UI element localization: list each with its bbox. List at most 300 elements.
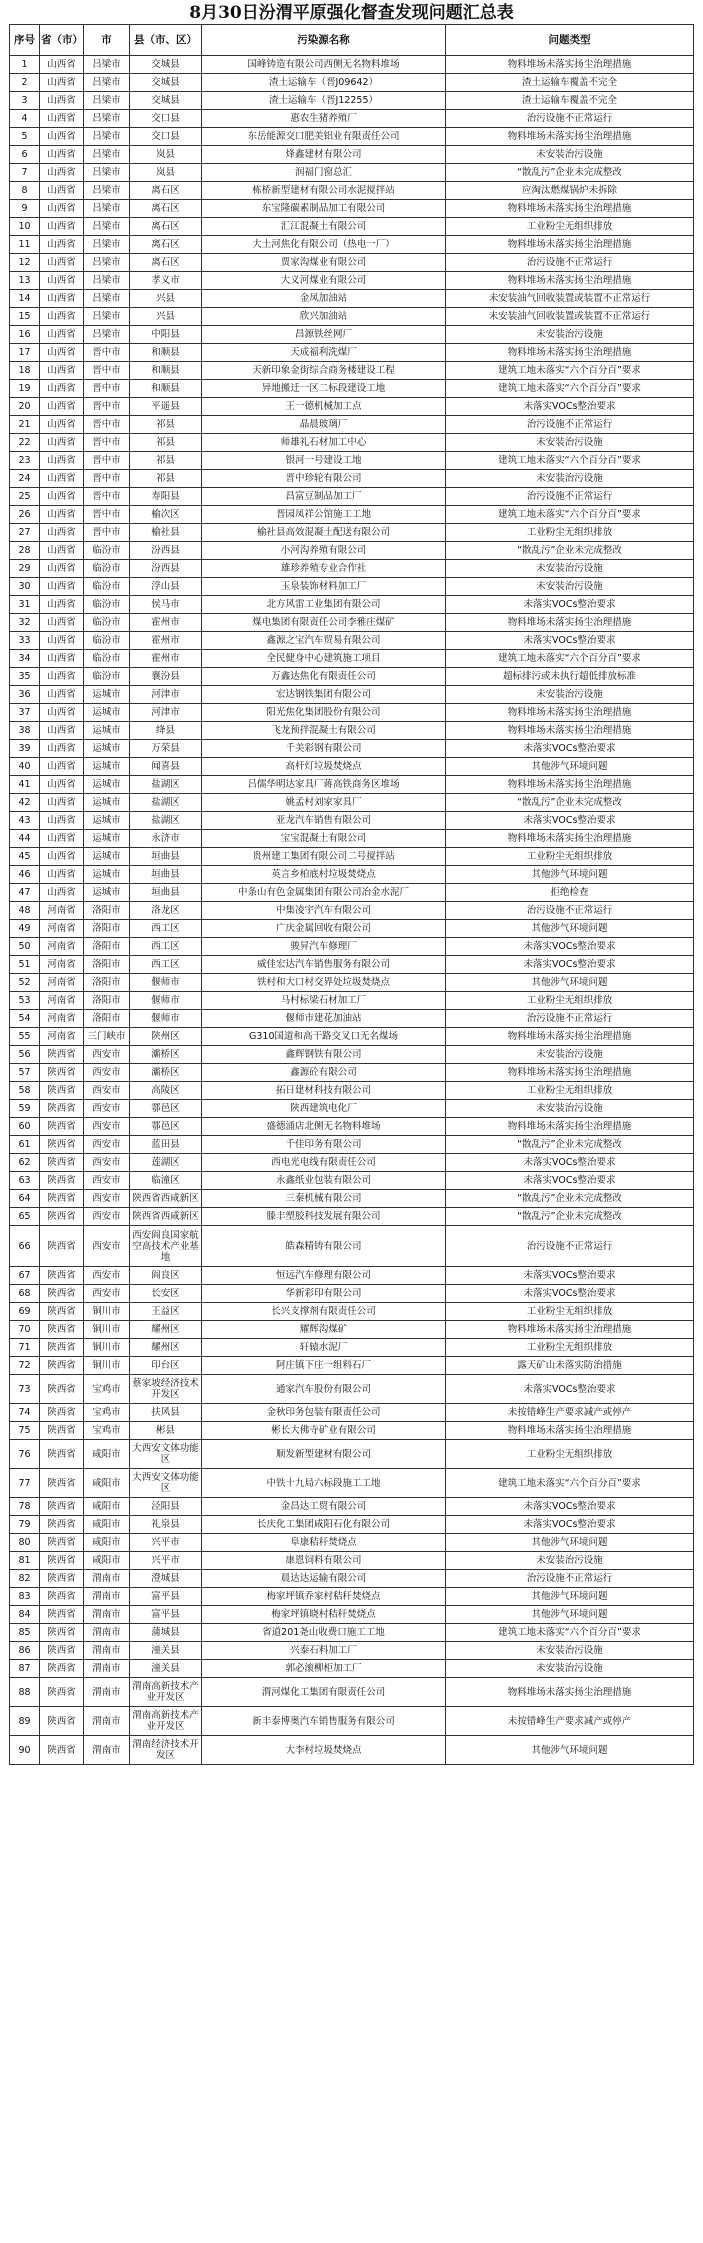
cell-problem-type: 建筑工地未落实“六个百分百”要求	[446, 1469, 694, 1498]
cell-index: 27	[10, 524, 40, 542]
cell-county: 鄠邑区	[130, 1100, 202, 1118]
cell-pollution-source: 渭河煤化工集团有限责任公司	[202, 1678, 446, 1707]
cell-index: 83	[10, 1588, 40, 1606]
cell-province: 河南省	[40, 1010, 84, 1028]
cell-problem-type: “散乱污”企业未完成整改	[446, 1208, 694, 1226]
cell-pollution-source: 英言乡柏底村垃圾焚烧点	[202, 866, 446, 884]
cell-pollution-source: 煤电集团有限责任公司李雅庄煤矿	[202, 614, 446, 632]
cell-province: 陕西省	[40, 1303, 84, 1321]
cell-pollution-source: 天新印象金街综合商务楼建设工程	[202, 362, 446, 380]
cell-city: 晋中市	[84, 416, 130, 434]
cell-county: 霍州市	[130, 632, 202, 650]
cell-city: 吕梁市	[84, 308, 130, 326]
table-header-row	[10, 25, 694, 56]
cell-index: 53	[10, 992, 40, 1010]
cell-pollution-source: 金凤加油站	[202, 290, 446, 308]
cell-city: 渭南市	[84, 1642, 130, 1660]
cell-county: 离石区	[130, 236, 202, 254]
table-row	[10, 1375, 694, 1404]
cell-pollution-source: 北方风雷工业集团有限公司	[202, 596, 446, 614]
cell-province: 河南省	[40, 974, 84, 992]
table-row	[10, 1154, 694, 1172]
cell-province: 山西省	[40, 578, 84, 596]
cell-province: 河南省	[40, 956, 84, 974]
cell-pollution-source: 飞龙预拌混凝土有限公司	[202, 722, 446, 740]
cell-problem-type: 未安装油气回收装置或装置不正常运行	[446, 290, 694, 308]
cell-city: 咸阳市	[84, 1440, 130, 1469]
cell-county: 陕西省西咸新区	[130, 1208, 202, 1226]
cell-province: 陕西省	[40, 1642, 84, 1660]
cell-county: 霍州市	[130, 650, 202, 668]
cell-city: 铜川市	[84, 1339, 130, 1357]
table-row	[10, 1190, 694, 1208]
cell-province: 陕西省	[40, 1660, 84, 1678]
cell-pollution-source: 通家汽车股份有限公司	[202, 1375, 446, 1404]
cell-county: 兴平市	[130, 1534, 202, 1552]
cell-province: 陕西省	[40, 1172, 84, 1190]
cell-county: 永济市	[130, 830, 202, 848]
cell-problem-type: 未落实VOCs整治要求	[446, 1172, 694, 1190]
cell-index: 65	[10, 1208, 40, 1226]
cell-city: 吕梁市	[84, 326, 130, 344]
cell-index: 52	[10, 974, 40, 992]
cell-index: 2	[10, 74, 40, 92]
cell-problem-type: 治污设施不正常运行	[446, 110, 694, 128]
cell-city: 宝鸡市	[84, 1375, 130, 1404]
cell-city: 西安市	[84, 1118, 130, 1136]
table-row	[10, 344, 694, 362]
cell-problem-type: 未安装治污设施	[446, 578, 694, 596]
cell-city: 西安市	[84, 1190, 130, 1208]
cell-index: 50	[10, 938, 40, 956]
cell-city: 渭南市	[84, 1736, 130, 1765]
table-body	[10, 56, 694, 1765]
header-county: 县（市、区）	[130, 25, 202, 56]
cell-province: 陕西省	[40, 1440, 84, 1469]
cell-city: 临汾市	[84, 542, 130, 560]
table-row	[10, 974, 694, 992]
table-row	[10, 128, 694, 146]
cell-pollution-source: 全民健身中心建筑施工项目	[202, 650, 446, 668]
cell-index: 9	[10, 200, 40, 218]
cell-problem-type: 其他涉气环境问题	[446, 920, 694, 938]
table-row	[10, 524, 694, 542]
cell-problem-type: 未落实VOCs整治要求	[446, 938, 694, 956]
cell-province: 山西省	[40, 668, 84, 686]
table-row	[10, 1118, 694, 1136]
table-row	[10, 506, 694, 524]
cell-city: 吕梁市	[84, 164, 130, 182]
cell-problem-type: 超标排污或未执行超低排放标准	[446, 668, 694, 686]
cell-county: 渭南经济技术开发区	[130, 1736, 202, 1765]
cell-pollution-source: 欣兴加油站	[202, 308, 446, 326]
table-row	[10, 758, 694, 776]
cell-province: 山西省	[40, 326, 84, 344]
cell-province: 山西省	[40, 632, 84, 650]
cell-city: 吕梁市	[84, 56, 130, 74]
cell-problem-type: 其他涉气环境问题	[446, 974, 694, 992]
table-row	[10, 902, 694, 920]
cell-index: 24	[10, 470, 40, 488]
cell-index: 68	[10, 1285, 40, 1303]
cell-index: 43	[10, 812, 40, 830]
cell-province: 陕西省	[40, 1375, 84, 1404]
problem-summary-table	[9, 24, 694, 1765]
cell-problem-type: 物料堆场未落实扬尘治理措施	[446, 1321, 694, 1339]
cell-province: 山西省	[40, 200, 84, 218]
cell-city: 吕梁市	[84, 74, 130, 92]
cell-index: 76	[10, 1440, 40, 1469]
cell-city: 咸阳市	[84, 1516, 130, 1534]
cell-problem-type: 工业粉尘无组织排放	[446, 992, 694, 1010]
cell-pollution-source: 鑫源之宝汽车贸易有限公司	[202, 632, 446, 650]
cell-city: 运城市	[84, 740, 130, 758]
cell-county: 交口县	[130, 128, 202, 146]
cell-province: 山西省	[40, 488, 84, 506]
cell-pollution-source: 中条山有色金属集团有限公司冶金水泥厂	[202, 884, 446, 902]
cell-pollution-source: 千佳印务有限公司	[202, 1136, 446, 1154]
cell-problem-type: 未落实VOCs整治要求	[446, 1267, 694, 1285]
cell-province: 山西省	[40, 830, 84, 848]
cell-county: 和顺县	[130, 380, 202, 398]
table-row	[10, 1534, 694, 1552]
cell-problem-type: 其他涉气环境问题	[446, 758, 694, 776]
cell-index: 7	[10, 164, 40, 182]
table-row	[10, 560, 694, 578]
table-row	[10, 1707, 694, 1736]
cell-pollution-source: 大土河焦化有限公司（热电一厂）	[202, 236, 446, 254]
cell-index: 58	[10, 1082, 40, 1100]
cell-pollution-source: 长兴支撑剂有限责任公司	[202, 1303, 446, 1321]
cell-city: 吕梁市	[84, 92, 130, 110]
cell-problem-type: 治污设施不正常运行	[446, 902, 694, 920]
table-row	[10, 1208, 694, 1226]
cell-problem-type: 未落实VOCs整治要求	[446, 1375, 694, 1404]
cell-pollution-source: 千美彩钢有限公司	[202, 740, 446, 758]
table-row	[10, 1469, 694, 1498]
cell-pollution-source: 异地搬迁一区二标段建设工地	[202, 380, 446, 398]
cell-pollution-source: 康恩饲料有限公司	[202, 1552, 446, 1570]
cell-city: 晋中市	[84, 452, 130, 470]
cell-pollution-source: 永鑫纸业包装有限公司	[202, 1172, 446, 1190]
cell-pollution-source: 昌源铁丝网厂	[202, 326, 446, 344]
table-row	[10, 1624, 694, 1642]
table-row	[10, 1570, 694, 1588]
cell-province: 陕西省	[40, 1422, 84, 1440]
cell-county: 富平县	[130, 1606, 202, 1624]
cell-index: 1	[10, 56, 40, 74]
cell-index: 82	[10, 1570, 40, 1588]
cell-index: 54	[10, 1010, 40, 1028]
cell-city: 运城市	[84, 704, 130, 722]
cell-problem-type: 物料堆场未落实扬尘治理措施	[446, 56, 694, 74]
cell-index: 37	[10, 704, 40, 722]
cell-pollution-source: 东岳能源交口肥美铝业有限责任公司	[202, 128, 446, 146]
table-row	[10, 740, 694, 758]
cell-city: 铜川市	[84, 1357, 130, 1375]
cell-city: 运城市	[84, 848, 130, 866]
cell-county: 兴县	[130, 290, 202, 308]
cell-pollution-source: 顺发新型建材有限公司	[202, 1440, 446, 1469]
cell-index: 8	[10, 182, 40, 200]
cell-province: 陕西省	[40, 1064, 84, 1082]
cell-pollution-source: 梅家坪镇晓村秸秆焚烧点	[202, 1606, 446, 1624]
cell-index: 14	[10, 290, 40, 308]
cell-county: 大西安文体功能区	[130, 1440, 202, 1469]
cell-province: 陕西省	[40, 1118, 84, 1136]
header-city: 市	[84, 25, 130, 56]
cell-county: 西工区	[130, 956, 202, 974]
cell-pollution-source: 陕西建筑电化厂	[202, 1100, 446, 1118]
cell-city: 晋中市	[84, 380, 130, 398]
cell-county: 西工区	[130, 920, 202, 938]
cell-province: 山西省	[40, 362, 84, 380]
cell-county: 汾西县	[130, 542, 202, 560]
cell-problem-type: 其他涉气环境问题	[446, 1606, 694, 1624]
cell-index: 44	[10, 830, 40, 848]
cell-problem-type: 建筑工地未落实“六个百分百”要求	[446, 650, 694, 668]
cell-county: 陕州区	[130, 1028, 202, 1046]
cell-county: 离石区	[130, 218, 202, 236]
cell-county: 兴平市	[130, 1552, 202, 1570]
table-row	[10, 272, 694, 290]
cell-province: 山西省	[40, 272, 84, 290]
cell-province: 陕西省	[40, 1404, 84, 1422]
cell-problem-type: 物料堆场未落实扬尘治理措施	[446, 1118, 694, 1136]
cell-index: 61	[10, 1136, 40, 1154]
table-row	[10, 1422, 694, 1440]
cell-problem-type: 工业粉尘无组织排放	[446, 524, 694, 542]
cell-pollution-source: 栋桥新型建材有限公司水泥搅拌站	[202, 182, 446, 200]
cell-pollution-source: 皓森精铸有限公司	[202, 1226, 446, 1267]
table-row	[10, 830, 694, 848]
cell-county: 离石区	[130, 182, 202, 200]
cell-index: 33	[10, 632, 40, 650]
cell-county: 临潼区	[130, 1172, 202, 1190]
cell-problem-type: 物料堆场未落实扬尘治理措施	[446, 128, 694, 146]
table-row	[10, 362, 694, 380]
cell-problem-type: 物料堆场未落实扬尘治理措施	[446, 200, 694, 218]
cell-pollution-source: 耀辉沟煤矿	[202, 1321, 446, 1339]
cell-problem-type: 物料堆场未落实扬尘治理措施	[446, 1064, 694, 1082]
cell-pollution-source: 鑫辉钢铁有限公司	[202, 1046, 446, 1064]
cell-problem-type: 治污设施不正常运行	[446, 254, 694, 272]
table-row	[10, 398, 694, 416]
cell-county: 交口县	[130, 110, 202, 128]
table-row	[10, 182, 694, 200]
cell-problem-type: 物料堆场未落实扬尘治理措施	[446, 1678, 694, 1707]
cell-problem-type: 未落实VOCs整治要求	[446, 1154, 694, 1172]
cell-city: 渭南市	[84, 1678, 130, 1707]
cell-county: 长安区	[130, 1285, 202, 1303]
cell-city: 西安市	[84, 1285, 130, 1303]
cell-county: 扶风县	[130, 1404, 202, 1422]
cell-index: 36	[10, 686, 40, 704]
cell-city: 西安市	[84, 1046, 130, 1064]
cell-city: 晋中市	[84, 524, 130, 542]
cell-province: 河南省	[40, 902, 84, 920]
cell-city: 宝鸡市	[84, 1422, 130, 1440]
table-row	[10, 1660, 694, 1678]
cell-county: 阎良区	[130, 1267, 202, 1285]
table-row	[10, 866, 694, 884]
cell-problem-type: 治污设施不正常运行	[446, 1570, 694, 1588]
cell-problem-type: 未按错峰生产要求减产或停产	[446, 1707, 694, 1736]
cell-province: 陕西省	[40, 1707, 84, 1736]
cell-problem-type: 工业粉尘无组织排放	[446, 848, 694, 866]
cell-pollution-source: 马村标梁石材加工厂	[202, 992, 446, 1010]
table-row	[10, 1678, 694, 1707]
cell-pollution-source: 小河沟养殖有限公司	[202, 542, 446, 560]
cell-index: 60	[10, 1118, 40, 1136]
cell-problem-type: 未落实VOCs整治要求	[446, 632, 694, 650]
cell-county: 闻喜县	[130, 758, 202, 776]
cell-city: 晋中市	[84, 506, 130, 524]
cell-province: 山西省	[40, 218, 84, 236]
cell-county: 莲湖区	[130, 1154, 202, 1172]
cell-province: 山西省	[40, 452, 84, 470]
cell-city: 西安市	[84, 1226, 130, 1267]
cell-county: 孝义市	[130, 272, 202, 290]
cell-province: 陕西省	[40, 1082, 84, 1100]
cell-problem-type: 工业粉尘无组织排放	[446, 1440, 694, 1469]
cell-pollution-source: 汇江混凝土有限公司	[202, 218, 446, 236]
table-row	[10, 1136, 694, 1154]
cell-city: 西安市	[84, 1267, 130, 1285]
cell-index: 64	[10, 1190, 40, 1208]
table-row	[10, 200, 694, 218]
cell-index: 89	[10, 1707, 40, 1736]
cell-index: 15	[10, 308, 40, 326]
cell-problem-type: 建筑工地未落实“六个百分百”要求	[446, 1624, 694, 1642]
cell-index: 45	[10, 848, 40, 866]
table-row	[10, 614, 694, 632]
cell-pollution-source: 三秦机械有限公司	[202, 1190, 446, 1208]
cell-index: 32	[10, 614, 40, 632]
cell-city: 运城市	[84, 758, 130, 776]
cell-province: 山西省	[40, 110, 84, 128]
cell-city: 咸阳市	[84, 1469, 130, 1498]
cell-index: 63	[10, 1172, 40, 1190]
table-row	[10, 56, 694, 74]
cell-index: 21	[10, 416, 40, 434]
cell-pollution-source: 东宝隆碳素制品加工有限公司	[202, 200, 446, 218]
table-row	[10, 1303, 694, 1321]
cell-index: 38	[10, 722, 40, 740]
cell-province: 河南省	[40, 920, 84, 938]
cell-problem-type: 物料堆场未落实扬尘治理措施	[446, 344, 694, 362]
table-row	[10, 1606, 694, 1624]
cell-problem-type: 其他涉气环境问题	[446, 1736, 694, 1765]
cell-province: 山西省	[40, 434, 84, 452]
cell-index: 67	[10, 1267, 40, 1285]
cell-pollution-source: 阜康秸秆焚烧点	[202, 1534, 446, 1552]
cell-index: 78	[10, 1498, 40, 1516]
cell-index: 34	[10, 650, 40, 668]
cell-pollution-source: 阳光焦化集团股份有限公司	[202, 704, 446, 722]
cell-province: 陕西省	[40, 1136, 84, 1154]
cell-province: 陕西省	[40, 1190, 84, 1208]
table-row	[10, 578, 694, 596]
cell-pollution-source: 大义河煤业有限公司	[202, 272, 446, 290]
cell-province: 山西省	[40, 884, 84, 902]
cell-pollution-source: 中铁十九局六标段施工工地	[202, 1469, 446, 1498]
cell-county: 兴县	[130, 308, 202, 326]
cell-problem-type: 未安装治污设施	[446, 470, 694, 488]
cell-county: 交城县	[130, 56, 202, 74]
cell-problem-type: 物料堆场未落实扬尘治理措施	[446, 722, 694, 740]
cell-index: 47	[10, 884, 40, 902]
cell-province: 陕西省	[40, 1267, 84, 1285]
cell-city: 渭南市	[84, 1606, 130, 1624]
cell-index: 62	[10, 1154, 40, 1172]
cell-pollution-source: 省道201尧山收费口施工工地	[202, 1624, 446, 1642]
cell-index: 56	[10, 1046, 40, 1064]
cell-county: 偃师市	[130, 992, 202, 1010]
cell-problem-type: 未按错峰生产要求减产或停产	[446, 1404, 694, 1422]
cell-pollution-source: 轩辕水泥厂	[202, 1339, 446, 1357]
cell-county: 祁县	[130, 416, 202, 434]
table-row	[10, 812, 694, 830]
cell-county: 高陵区	[130, 1082, 202, 1100]
cell-city: 西安市	[84, 1154, 130, 1172]
cell-city: 渭南市	[84, 1707, 130, 1736]
cell-index: 16	[10, 326, 40, 344]
cell-province: 陕西省	[40, 1588, 84, 1606]
table-row	[10, 434, 694, 452]
cell-index: 6	[10, 146, 40, 164]
cell-pollution-source: 高杆灯垃圾焚烧点	[202, 758, 446, 776]
cell-county: 蓝田县	[130, 1136, 202, 1154]
cell-city: 吕梁市	[84, 146, 130, 164]
cell-province: 山西省	[40, 542, 84, 560]
cell-county: 和顺县	[130, 344, 202, 362]
cell-problem-type: 物料堆场未落实扬尘治理措施	[446, 776, 694, 794]
cell-county: 陕西省西咸新区	[130, 1190, 202, 1208]
table-row	[10, 596, 694, 614]
cell-index: 71	[10, 1339, 40, 1357]
cell-problem-type: 未落实VOCs整治要求	[446, 956, 694, 974]
cell-pollution-source: 恒远汽车修理有限公司	[202, 1267, 446, 1285]
cell-county: 祁县	[130, 434, 202, 452]
cell-province: 陕西省	[40, 1516, 84, 1534]
cell-province: 山西省	[40, 470, 84, 488]
cell-problem-type: 其他涉气环境问题	[446, 1588, 694, 1606]
cell-province: 山西省	[40, 380, 84, 398]
cell-county: 万荣县	[130, 740, 202, 758]
cell-problem-type: 露天矿山未落实防治措施	[446, 1357, 694, 1375]
table-row	[10, 380, 694, 398]
cell-county: 盐湖区	[130, 812, 202, 830]
cell-pollution-source: 玉泉装饰材料加工厂	[202, 578, 446, 596]
cell-pollution-source: 宝宝混凝土有限公司	[202, 830, 446, 848]
cell-province: 山西省	[40, 596, 84, 614]
cell-city: 晋中市	[84, 344, 130, 362]
cell-problem-type: 物料堆场未落实扬尘治理措施	[446, 272, 694, 290]
cell-problem-type: 其他涉气环境问题	[446, 1534, 694, 1552]
cell-county: 泾阳县	[130, 1498, 202, 1516]
cell-pollution-source: G310国道和高干路交叉口无名煤场	[202, 1028, 446, 1046]
cell-index: 46	[10, 866, 40, 884]
cell-province: 山西省	[40, 56, 84, 74]
cell-city: 临汾市	[84, 632, 130, 650]
table-row	[10, 1010, 694, 1028]
cell-index: 57	[10, 1064, 40, 1082]
cell-county: 垣曲县	[130, 866, 202, 884]
cell-province: 山西省	[40, 848, 84, 866]
cell-index: 79	[10, 1516, 40, 1534]
table-row	[10, 668, 694, 686]
